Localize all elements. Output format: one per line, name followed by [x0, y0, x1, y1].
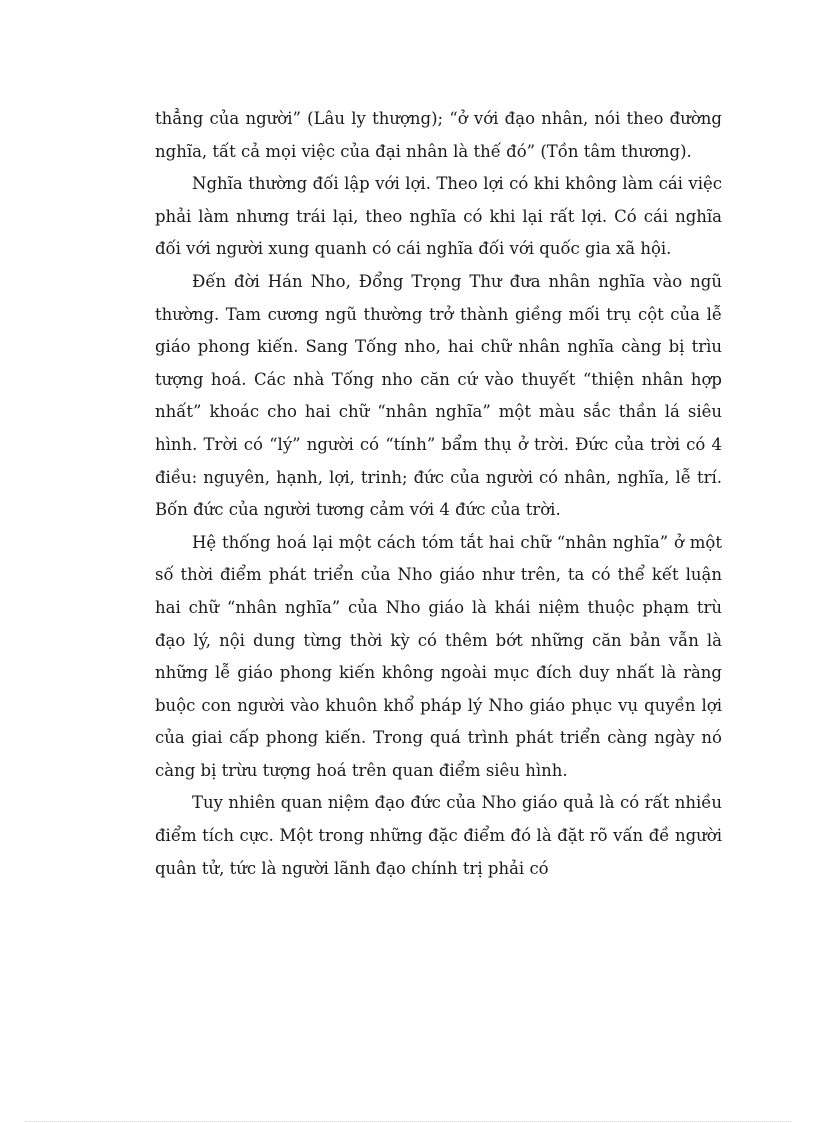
paragraph-5: Tuy nhiên quan niệm đạo đức của Nho giáo quả là có rất nhiều điểm tích cực. Một trong những đặc điểm đó là đặt rõ vấn đề người quân tử, tức là người lãnh đạo chính trị phải có: [155, 793, 722, 878]
paragraph-2: Nghĩa thường đối lập với lợi. Theo lợi có khi không làm cái việc phải làm nhưng trái lại, theo nghĩa có khi lại rất lợi. Có cái nghĩa đối với người xung quanh có cái nghĩa đối với quốc gia xã hội.: [155, 174, 722, 259]
paragraph-4: Hệ thống hoá lại một cách tóm tắt hai chữ “nhân nghĩa” ở một số thời điểm phát triển của Nho giáo như trên, ta có thể kết luận hai chữ “nhân nghĩa” của Nho giáo là khái niệm thuộc phạm trù đạo lý, nội dung từng thời kỳ có thêm bớt những căn bản vẫn là những lễ giáo phong kiến không ngoài mục đích duy nhất là ràng buộc con người vào khuôn khổ pháp lý Nho giáo phục vụ quyền lợi của giai cấp phong kiến. Trong quá trình phát triển càng ngày nó càng bị trừu tượng hoá trên quan điểm siêu hình.: [155, 532, 722, 780]
paragraph-1: thẳng của người” (Lâu ly thượng); “ở với đạo nhân, nói theo đường nghĩa, tất cả mọi việc của đại nhân là thế đó” (Tồn tâm thương).: [155, 109, 722, 161]
page-bottom-divider: [25, 1121, 791, 1122]
paragraph-3: Đến đời Hán Nho, Đổng Trọng Thư đưa nhân nghĩa vào ngũ thường. Tam cương ngũ thường trở thành giềng mối trụ cột của lễ giáo phong kiến. Sang Tống nho, hai chữ nhân nghĩa càng bị trìu tượng hoá. Các nhà Tống nho căn cứ vào thuyết “thiện nhân hợp nhất” khoác cho hai chữ “nhân nghĩa” một màu sắc thần lá siêu hình. Trời có “lý” người có “tính” bẩm thụ ở trời. Đức của trời có 4 điều: nguyên, hạnh, lợi, trinh; đức của người có nhân, nghĩa, lễ trí. Bốn đức của người tương cảm với 4 đức của trời.: [155, 271, 722, 520]
body-text: [155, 103, 722, 885]
